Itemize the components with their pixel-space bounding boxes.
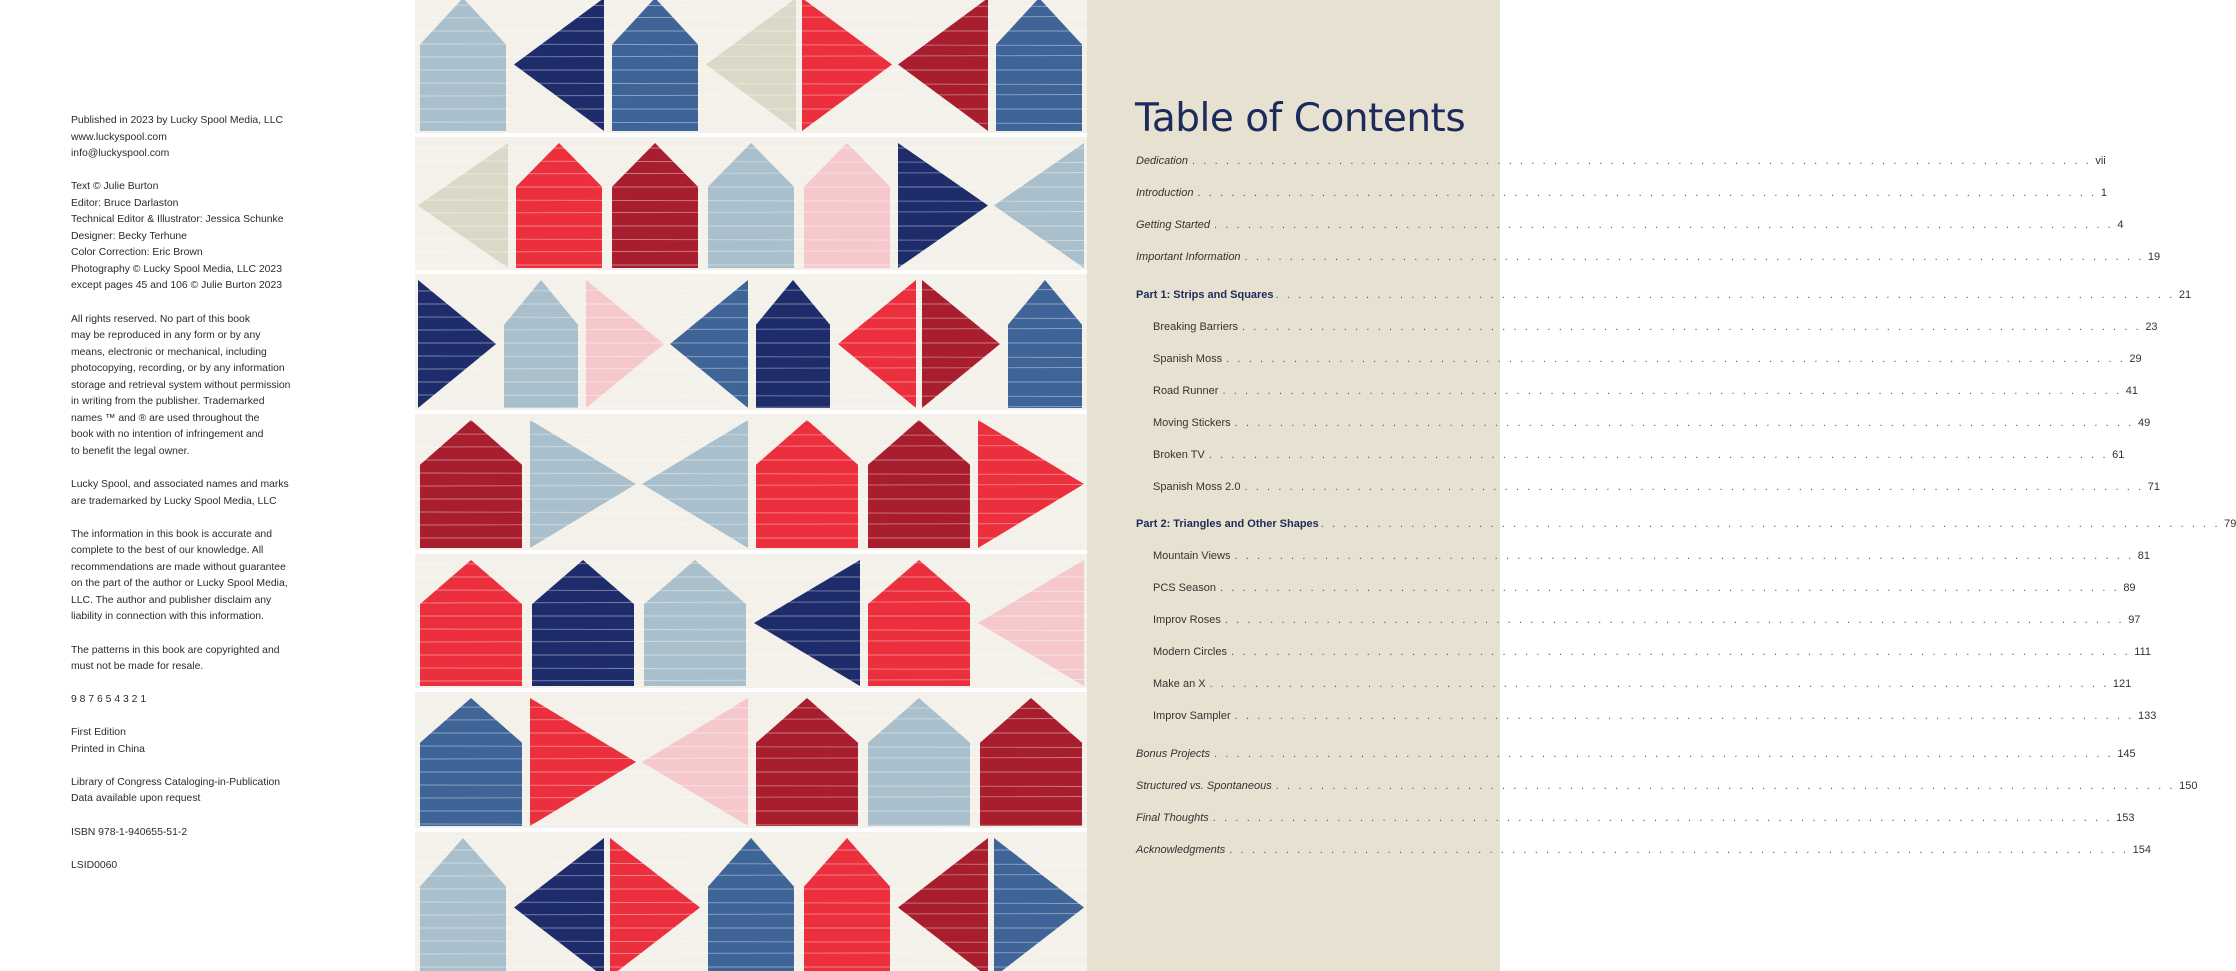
copyright-line: Library of Congress Cataloging-in-Publication bbox=[71, 776, 281, 788]
toc-entry-page: 29 bbox=[2129, 353, 2142, 365]
toc-entry-label: Broken TV bbox=[1153, 449, 1205, 461]
copyright-line: Editor: Bruce Darlaston bbox=[71, 197, 179, 209]
copyright-line: storage and retrieval system without permission bbox=[71, 379, 291, 391]
copyright-line: except pages 45 and 106 © Julie Burton 2023 bbox=[71, 280, 283, 292]
copyright-block bbox=[71, 113, 311, 891]
toc-entry bbox=[1136, 844, 2151, 860]
toc-entry bbox=[1153, 646, 2152, 662]
copyright-line: liability in connection with this information. bbox=[71, 611, 264, 623]
copyright-line: recommendations are made without guarantee bbox=[71, 561, 286, 573]
copyright-paragraph bbox=[71, 725, 311, 758]
toc-entry-label: Mountain Views bbox=[1153, 550, 1231, 562]
copyright-paragraph bbox=[71, 775, 311, 808]
toc-entry-label: Dedication bbox=[1136, 155, 1188, 167]
toc-entry-label: Spanish Moss bbox=[1153, 353, 1223, 365]
toc-leader-dots: . . . . . . . . . . . . . . . . . . . . . . . . . . . . . . . . . . . . . . . . . . . . . . . . . . . . . . . . . . . . . . . . . . . . . . . . . . . . . . . . bbox=[1212, 812, 2113, 824]
toc-entry bbox=[1153, 481, 2161, 497]
toc-entry-page: 4 bbox=[2117, 219, 2124, 231]
toc-entry-label: Make an X bbox=[1153, 678, 1206, 690]
copyright-line: www.luckyspool.com bbox=[71, 131, 167, 143]
toc-entry-label: Spanish Moss 2.0 bbox=[1153, 481, 1241, 493]
toc-entry-label: PCS Season bbox=[1153, 582, 1216, 594]
toc-entry-label: Part 2: Triangles and Other Shapes bbox=[1136, 518, 1319, 530]
toc-leader-dots: . . . . . . . . . . . . . . . . . . . . . . . . . . . . . . . . . . . . . . . . . . . . . . . . . . . . . . . . . . . . . . . . . . . . . . . . . . . . . . . . bbox=[1209, 678, 2109, 690]
toc-leader-dots: . . . . . . . . . . . . . . . . . . . . . . . . . . . . . . . . . . . . . . . . . . . . . . . . . . . . . . . . . . . . . . . . . . . . . . . . . . . . . . . . bbox=[1229, 844, 2129, 856]
copyright-paragraph bbox=[71, 477, 311, 510]
copyright-line: Printed in China bbox=[71, 743, 145, 755]
toc-entry bbox=[1136, 812, 2135, 828]
toc-entry-label: Important Information bbox=[1136, 251, 1241, 263]
copyright-line: LSID0060 bbox=[71, 859, 118, 871]
toc-entry-page: 89 bbox=[2123, 582, 2136, 594]
toc-leader-dots: . . . . . . . . . . . . . . . . . . . . . . . . . . . . . . . . . . . . . . . . . . . . . . . . . . . . . . . . . . . . . . . . . . . . . . . . . . . . . . . . bbox=[1208, 449, 2109, 461]
copyright-line: names ™ and ® are used throughout the bbox=[71, 412, 260, 424]
copyright-line: ISBN 978-1-940655-51-2 bbox=[71, 826, 188, 838]
copyright-line: on the part of the author or Lucky Spool Media, bbox=[71, 578, 288, 590]
toc-entry-page: 71 bbox=[2147, 481, 2161, 493]
toc-leader-dots: . . . . . . . . . . . . . . . . . . . . . . . . . . . . . . . . . . . . . . . . . . . . . . . . . . . . . . . . . . . . . . . . . . . . . . . . . . . . . . . . bbox=[1219, 582, 2120, 594]
toc-entry bbox=[1136, 251, 2161, 267]
toc-entry bbox=[1136, 748, 2136, 764]
toc-leader-dots: . . . . . . . . . . . . . . . . . . . . . . . . . . . . . . . . . . . . . . . . . . . . . . . . . . . . . . . . . . . . . . . . . . . . . . . . . . . . . . . . bbox=[1234, 710, 2134, 722]
toc-entry-page: 21 bbox=[2178, 289, 2192, 301]
quilt-photo bbox=[415, 0, 1087, 971]
toc-entry-label: Moving Stickers bbox=[1153, 417, 1231, 429]
copyright-line: Text © Julie Burton bbox=[71, 181, 159, 193]
copyright-line: to benefit the legal owner. bbox=[71, 445, 190, 457]
toc-leader-dots: . . . . . . . . . . . . . . . . . . . . . . . . . . . . . . . . . . . . . . . . . . . . . . . . . . . . . . . . . . . . . . . . . . . . . . . . . . . . . . . . bbox=[1275, 780, 2176, 792]
toc-entry-label: Structured vs. Spontaneous bbox=[1136, 780, 1272, 792]
copyright-paragraph bbox=[71, 113, 311, 163]
copyright-line: 9 8 7 6 5 4 3 2 1 bbox=[71, 694, 147, 706]
copyright-line: First Edition bbox=[71, 727, 126, 739]
toc-entry-page: 111 bbox=[2134, 646, 2152, 658]
toc-entry-page: 41 bbox=[2125, 385, 2139, 397]
copyright-paragraph bbox=[71, 312, 311, 461]
toc-entry-page: vii bbox=[2095, 155, 2106, 167]
copyright-line: LLC. The author and publisher disclaim any bbox=[71, 594, 272, 606]
toc-entry-page: 1 bbox=[2100, 187, 2107, 199]
copyright-line: All rights reserved. No part of this book bbox=[71, 313, 251, 325]
copyright-line: The information in this book is accurate and bbox=[71, 528, 272, 540]
copyright-line: Data available upon request bbox=[71, 793, 201, 805]
toc-entry-label: Final Thoughts bbox=[1136, 812, 1209, 824]
toc-leader-dots: . . . . . . . . . . . . . . . . . . . . . . . . . . . . . . . . . . . . . . . . . . . . . . . . . . . . . . . . . . . . . . . . . . . . . . . . . . . . . . . . bbox=[1275, 289, 2175, 301]
toc-entry bbox=[1153, 353, 2142, 369]
copyright-line: Published in 2023 by Lucky Spool Media, LLC bbox=[71, 115, 283, 126]
toc-entry-label: Bonus Projects bbox=[1136, 748, 1210, 760]
toc-entry-page: 121 bbox=[2112, 678, 2132, 690]
quilt-image bbox=[415, 0, 1087, 971]
copyright-line: must not be made for resale. bbox=[71, 661, 204, 673]
copyright-line: Technical Editor & Illustrator: Jessica Schunke bbox=[71, 214, 284, 226]
toc-leader-dots: . . . . . . . . . . . . . . . . . . . . . . . . . . . . . . . . . . . . . . . . . . . . . . . . . . . . . . . . . . . . . . . . . . . . . . . . . . . . . . . . bbox=[1224, 614, 2125, 626]
toc-entry bbox=[1153, 710, 2157, 726]
toc-entry bbox=[1153, 678, 2132, 694]
toc-leader-dots: . . . . . . . . . . . . . . . . . . . . . . . . . . . . . . . . . . . . . . . . . . . . . . . . . . . . . . . . . . . . . . . . . . . . . . . . . . . . . . . . bbox=[1241, 321, 2142, 333]
toc-leader-dots: . . . . . . . . . . . . . . . . . . . . . . . . . . . . . . . . . . . . . . . . . . . . . . . . . . . . . . . . . . . . . . . . . . . . . . . . . . . . . . . . bbox=[1213, 748, 2114, 760]
copyright-line: are trademarked by Lucky Spool Media, LLC bbox=[71, 495, 277, 507]
toc-entry bbox=[1153, 449, 2125, 465]
toc-entry bbox=[1153, 385, 2139, 401]
copyright-line: Designer: Becky Terhune bbox=[71, 230, 187, 242]
copyright-line: book with no intention of infringement and bbox=[71, 429, 264, 441]
toc-leader-dots: . . . . . . . . . . . . . . . . . . . . . . . . . . . . . . . . . . . . . . . . . . . . . . . . . . . . . . . . . . . . . . . . . . . . . . . . . . . . . . . . bbox=[1197, 187, 2097, 199]
toc-entry-page: 133 bbox=[2137, 710, 2157, 722]
toc-entry-page: 49 bbox=[2137, 417, 2151, 429]
toc-entry-label: Acknowledgments bbox=[1136, 844, 1226, 856]
toc-leader-dots: . . . . . . . . . . . . . . . . . . . . . . . . . . . . . . . . . . . . . . . . . . . . . . . . . . . . . . . . . . . . . . . . . . . . . . . . . . . . . . . . bbox=[1230, 646, 2131, 658]
copyright-paragraph bbox=[71, 643, 311, 676]
copyright-line: means, electronic or mechanical, including bbox=[71, 346, 267, 358]
copyright-line: in writing from the publisher. Trademarked bbox=[71, 396, 265, 408]
toc-entry bbox=[1136, 155, 2106, 171]
toc-leader-dots: . . . . . . . . . . . . . . . . . . . . . . . . . . . . . . . . . . . . . . . . . . . . . . . . . . . . . . . . . . . . . . . . . . . . . . . . . . . . . . . . bbox=[1234, 417, 2134, 429]
toc-entry bbox=[1153, 417, 2151, 433]
toc-entry-page: 97 bbox=[2128, 614, 2141, 626]
copyright-line: info@luckyspool.com bbox=[71, 148, 170, 160]
toc-entry-page: 150 bbox=[2179, 780, 2198, 792]
copyright-line: Photography © Lucky Spool Media, LLC 2023 bbox=[71, 263, 282, 275]
copyright-page bbox=[0, 0, 415, 971]
toc-entry-label: Road Runner bbox=[1153, 385, 1219, 397]
toc-entry-label: Getting Started bbox=[1136, 219, 1210, 231]
copyright-line: Lucky Spool, and associated names and marks bbox=[71, 479, 289, 491]
toc-entry-page: 81 bbox=[2137, 550, 2151, 562]
toc-entry-label: Breaking Barriers bbox=[1153, 321, 1238, 333]
toc-entry-label: Improv Sampler bbox=[1153, 710, 1231, 722]
copyright-paragraph bbox=[71, 858, 311, 875]
toc-entry-page: 145 bbox=[2117, 748, 2136, 760]
toc-leader-dots: . . . . . . . . . . . . . . . . . . . . . . . . . . . . . . . . . . . . . . . . . . . . . . . . . . . . . . . . . . . . . . . . . . . . . . . . . . . . . . . . bbox=[1222, 385, 2122, 397]
copyright-paragraph bbox=[71, 179, 311, 295]
toc-leader-dots: . . . . . . . . . . . . . . . . . . . . . . . . . . . . . . . . . . . . . . . . . . . . . . . . . . . . . . . . . . . . . . . . . . . . . . . . . . . . . . . . bbox=[1226, 353, 2126, 365]
toc-entry bbox=[1153, 321, 2158, 337]
toc-entry-page: 61 bbox=[2112, 449, 2125, 461]
toc-entry bbox=[1136, 289, 2192, 305]
copyright-line: complete to the best of our knowledge. All bbox=[71, 545, 264, 557]
copyright-line: Color Correction: Eric Brown bbox=[71, 247, 203, 259]
toc-entry-label: Improv Roses bbox=[1153, 614, 1221, 626]
toc-entry-page: 79 bbox=[2224, 518, 2236, 530]
toc-entry bbox=[1153, 582, 2136, 598]
toc-entry bbox=[1153, 614, 2141, 630]
copyright-line: The patterns in this book are copyrighted and bbox=[71, 644, 280, 656]
toc-entry bbox=[1136, 518, 2236, 534]
toc-entry-page: 153 bbox=[2116, 812, 2135, 824]
toc-leader-dots: . . . . . . . . . . . . . . . . . . . . . . . . . . . . . . . . . . . . . . . . . . . . . . . . . . . . . . . . . . . . . . . . . . . . . . . . . . . . . . . . bbox=[1191, 155, 2092, 167]
copyright-line: may be reproduced in any form or by any bbox=[71, 330, 261, 342]
copyright-paragraph bbox=[71, 527, 311, 626]
toc-entry-page: 23 bbox=[2145, 321, 2158, 333]
toc-leader-dots: . . . . . . . . . . . . . . . . . . . . . . . . . . . . . . . . . . . . . . . . . . . . . . . . . . . . . . . . . . . . . . . . . . . . . . . . . . . . . . . . bbox=[1214, 219, 2114, 231]
toc-entry-page: 19 bbox=[2147, 251, 2161, 263]
toc-entry-label: Introduction bbox=[1136, 187, 1194, 199]
toc-leader-dots: . . . . . . . . . . . . . . . . . . . . . . . . . . . . . . . . . . . . . . . . . . . . . . . . . . . . . . . . . . . . . . . . . . . . . . . . . . . . . . . . bbox=[1320, 518, 2221, 530]
toc-entry bbox=[1136, 187, 2107, 203]
toc-leader-dots: . . . . . . . . . . . . . . . . . . . . . . . . . . . . . . . . . . . . . . . . . . . . . . . . . . . . . . . . . . . . . . . . . . . . . . . . . . . . . . . . bbox=[1234, 550, 2134, 562]
toc-title: Table of Contents bbox=[1135, 96, 1466, 141]
toc-leader-dots: . . . . . . . . . . . . . . . . . . . . . . . . . . . . . . . . . . . . . . . . . . . . . . . . . . . . . . . . . . . . . . . . . . . . . . . . . . . . . . . . bbox=[1244, 481, 2144, 493]
copyright-paragraph bbox=[71, 825, 311, 842]
toc-entry-label: Modern Circles bbox=[1153, 646, 1227, 658]
toc-entry bbox=[1136, 780, 2198, 796]
toc-entry bbox=[1136, 219, 2124, 235]
copyright-paragraph bbox=[71, 692, 311, 709]
toc-page bbox=[1087, 0, 2236, 971]
copyright-line: photocopying, recording, or by any information bbox=[71, 363, 285, 375]
toc-entry bbox=[1153, 550, 2151, 566]
toc-entry-label: Part 1: Strips and Squares bbox=[1136, 289, 1274, 301]
toc-entry-page: 154 bbox=[2132, 844, 2151, 856]
toc-leader-dots: . . . . . . . . . . . . . . . . . . . . . . . . . . . . . . . . . . . . . . . . . . . . . . . . . . . . . . . . . . . . . . . . . . . . . . . . . . . . . . . . bbox=[1244, 251, 2144, 263]
